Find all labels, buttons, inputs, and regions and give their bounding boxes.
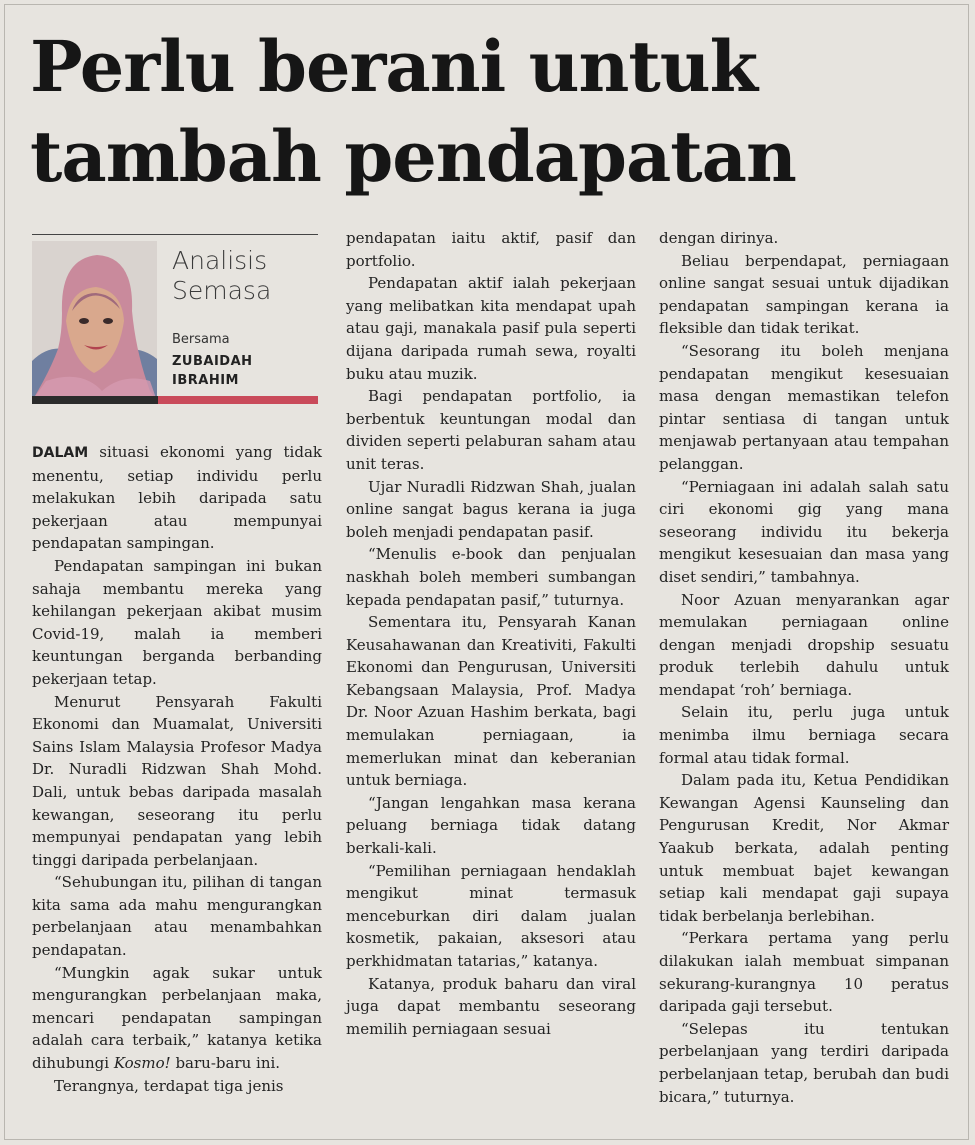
paragraph: Pendapatan aktif ialah pekerjaan yang melibatkan kita mendapat upah atau gaji, manakala pasif pula seperti dijana daripada rumah sewa, royalti buku atau muzik.	[346, 274, 636, 383]
byline-box	[32, 232, 318, 407]
article-column-3	[659, 227, 949, 1108]
paragraph: Sementara itu, Pensyarah Kanan Keusahawanan dan Kreativiti, Fakulti Ekonomi dan Pengurusan, Universiti Kebangsaan Malaysia, Prof. Madya Dr. Noor Azuan Hashim berkata, bagi memulakan perniagaan, ia memerlukan minat dan keberanian untuk berniaga.	[346, 613, 636, 790]
paragraph: Dalam pada itu, Ketua Pendidikan Kewangan Agensi Kaunseling dan Pengurusan Kredit, Nor Akmar Yaakub berkata, adalah penting untuk membuat bajet kewangan setiap kali mendapat gaji supaya tidak berbelanja berlebihan.	[659, 771, 949, 925]
author-name	[172, 352, 253, 390]
bersama-label: Bersama	[172, 332, 230, 347]
headline	[30, 22, 960, 202]
lead-word: DALAM	[32, 445, 89, 461]
paragraph: “Perniagaan ini adalah salah satu ciri ekonomi gig yang mana seseorang individu itu bekerja mengikut kesesuaian dan masa yang diset sendiri,” tambahnya.	[659, 477, 949, 586]
paragraph: “Pemilihan perniagaan hendaklah mengikut minat termasuk menceburkan diri dalam jualan kosmetik, pakaian, aksesori atau perkhidmatan tatarias,” katanya.	[346, 861, 636, 970]
paragraph: pendapatan iaitu aktif, pasif dan portfolio.	[346, 229, 636, 270]
article-column-2	[346, 227, 636, 1040]
paragraph: Pendapatan sampingan ini bukan sahaja membantu mereka yang kehilangan pekerjaan akibat musim Covid-19, malah ia memberi keuntungan berganda berbanding pekerjaan tetap.	[32, 556, 322, 688]
column-name	[172, 246, 312, 306]
headline-line-2: tambah pendapatan	[30, 115, 796, 198]
byline-rule	[32, 234, 318, 235]
author-name-line-1: ZUBAIDAH	[172, 354, 253, 369]
paragraph: Selain itu, perlu juga untuk menimba ilmu berniaga secara formal atau tidak formal.	[659, 703, 949, 767]
author-name-line-2: IBRAHIM	[172, 373, 239, 388]
paragraph: “Selepas itu tentukan perbelanjaan yang terdiri daripada perbelanjaan tetap, berubah dan budi bicara,” tuturnya.	[659, 1019, 949, 1106]
paragraph: Bagi pendapatan portfolio, ia berbentuk keuntungan modal dan dividen seperti pelaburan saham atau unit teras.	[346, 387, 636, 473]
paragraph	[32, 962, 322, 1075]
paragraph: dengan dirinya.	[659, 229, 779, 247]
paragraph-text: baru-baru ini.	[175, 1054, 281, 1073]
publication-name: Kosmo!	[113, 1054, 171, 1073]
paragraph: Ujar Nuradli Ridzwan Shah, jualan online sangat bagus kerana ia juga boleh menjadi pendapatan pasif.	[346, 477, 636, 541]
paragraph: “Sesorang itu boleh menjana pendapatan mengikut kesesuaian masa dengan memastikan telefon pintar sentiasa di tangan untuk menjawab pertanyaan atau tempahan pelanggan.	[659, 341, 949, 473]
column-name-line-1: Analisis	[172, 246, 268, 275]
column-name-line-2: Semasa	[172, 276, 272, 305]
paragraph: Noor Azuan menyarankan agar memulakan perniagaan online dengan menjadi dropship sesuatu produk terlebih dahulu untuk mendapat ‘roh’ berniaga.	[659, 590, 949, 699]
paragraph-text: “Mungkin agak sukar untuk mengurangkan perbelanjaan maka, mencari pendapatan sampingan adalah cara terbaik,” katanya ketika dihubungi	[32, 963, 322, 1073]
byline-bar-dark	[32, 396, 158, 404]
paragraph-text: situasi ekonomi yang tidak menentu, setiap individu perlu melakukan lebih daripada satu pekerjaan atau mempunyai pendapatan sampingan.	[32, 443, 322, 553]
author-portrait-illustration	[32, 241, 157, 401]
headline-line-1: Perlu berani untuk	[30, 25, 758, 108]
paragraph: “Menulis e-book dan penjualan naskhah boleh memberi sumbangan kepada pendapatan pasif,” tuturnya.	[346, 545, 636, 609]
paragraph: Terangnya, terdapat tiga jenis	[54, 1076, 284, 1095]
article-column-1	[32, 441, 322, 1097]
paragraph: Katanya, produk baharu dan viral juga dapat membantu seseorang memilih perniagaan sesuai	[346, 974, 636, 1038]
author-portrait	[32, 241, 157, 401]
paragraph: “Sehubungan itu, pilihan di tangan kita sama ada mahu mengurangkan perbelanjaan atau menambahkan pendapatan.	[32, 873, 322, 960]
paragraph: Beliau berpendapat, perniagaan online sangat sesuai untuk dijadikan pendapatan sampingan kerana ia fleksible dan tidak terikat.	[659, 251, 949, 338]
paragraph: Menurut Pensyarah Fakulti Ekonomi dan Muamalat, Universiti Sains Islam Malaysia Profesor Madya Dr. Nuradli Ridzwan Shah Mohd. Dali, untuk bebas daripada masalah kewangan, seseorang itu perlu mempunyai pendapatan yang lebih tinggi daripada perbelanjaan.	[32, 692, 322, 869]
paragraph	[32, 441, 322, 555]
paragraph: “Perkara pertama yang perlu dilakukan ialah membuat simpanan sekurang-kurangnya 10 peratus daripada gaji tersebut.	[659, 929, 949, 1016]
paragraph: “Jangan lengahkan masa kerana peluang berniaga tidak datang berkali-kali.	[346, 793, 636, 858]
byline-bar-accent	[158, 396, 318, 404]
